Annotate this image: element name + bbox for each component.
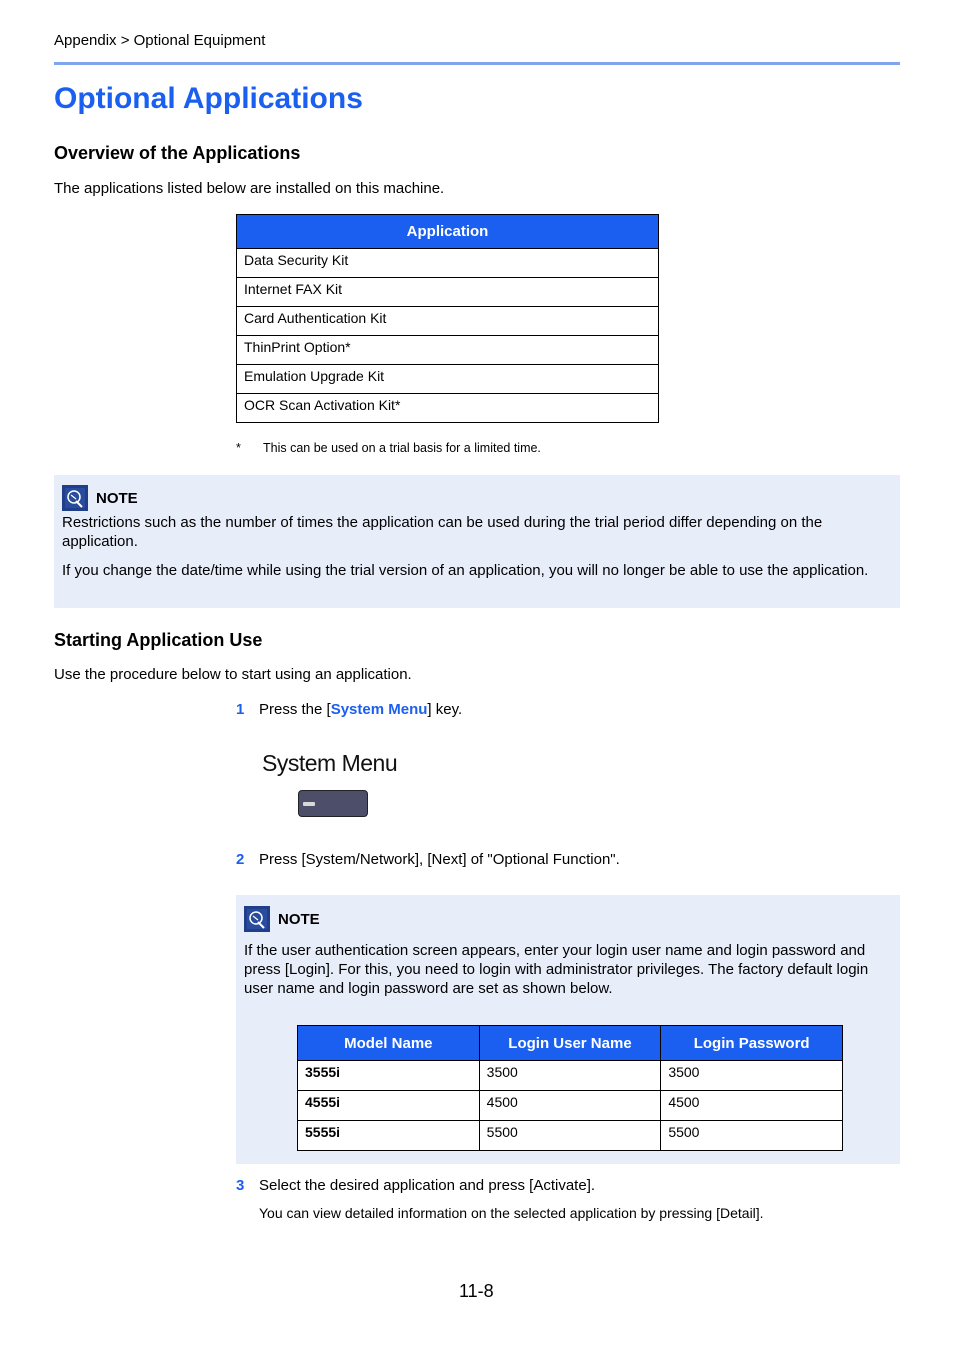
step-text: Press the [ [259,701,331,718]
table-row [298,1121,843,1151]
page-title: Optional Applications [54,82,363,115]
table-row [298,1061,843,1091]
table-cell: Card Authentication Kit [237,307,659,336]
table-cell: 5500 [479,1121,661,1151]
footnote-mark: * [236,441,241,455]
step-3 [236,1176,595,1195]
table-header: Login Password [661,1026,843,1061]
table-header: Login User Name [479,1026,661,1061]
table-row [237,278,659,307]
step-number: 2 [236,851,245,868]
table-row [237,365,659,394]
system-menu-key-label: System Menu [330,701,428,718]
page-number: 11-8 [459,1281,494,1301]
table-row [237,394,659,423]
table-cell: Data Security Kit [237,249,659,278]
step-1 [236,700,462,719]
system-menu-label: System Menu [262,750,398,776]
note-header [62,485,138,511]
note-label: NOTE [278,910,320,928]
step-number: 1 [236,701,245,718]
table-cell: ThinPrint Option* [237,336,659,365]
section-heading-overview: Overview of the Applications [54,143,301,163]
step-2 [236,850,620,869]
table-row [237,249,659,278]
note-label: NOTE [96,489,138,507]
note-header [244,906,320,932]
section-heading-starting: Starting Application Use [54,630,263,650]
footnote [236,441,541,455]
note-text: If you change the date/time while using the trial version of an application, you will no longer be able to use the application. [62,562,869,579]
table-cell: 4555i [298,1091,480,1121]
table-row [237,307,659,336]
overview-intro: The applications listed below are installed on this machine. [54,180,445,197]
note-pen-icon [62,485,88,511]
note-text: If the user authentication screen appears, enter your login user name and login password and press [Login]. For this, you need to login with administrator privileges. The factory default login user name and login password are set as shown below. [244,942,869,997]
table-cell: 3500 [479,1061,661,1091]
table-cell: 5555i [298,1121,480,1151]
table-row [237,336,659,365]
table-row [298,1091,843,1121]
applications-table [236,214,659,423]
table-cell: Internet FAX Kit [237,278,659,307]
table-header: Application [237,215,659,249]
table-cell: 3555i [298,1061,480,1091]
step-3-detail: You can view detailed information on the selected application by pressing [Detail]. [259,1205,764,1221]
table-cell: 4500 [479,1091,661,1121]
footnote-text: This can be used on a trial basis for a limited time. [263,441,541,455]
table-cell: 4500 [661,1091,843,1121]
table-cell: Emulation Upgrade Kit [237,365,659,394]
note-box [54,475,900,608]
header-rule [54,62,900,65]
step-number: 3 [236,1177,245,1194]
system-menu-key-icon [298,790,368,817]
table-cell: 3500 [661,1061,843,1091]
table-cell: 5500 [661,1121,843,1151]
table-cell: OCR Scan Activation Kit* [237,394,659,423]
note-text: Restrictions such as the number of times the application can be used during the trial period differ depending on the application. [62,514,823,550]
step-text: Select the desired application and press [Activate]. [259,1177,596,1194]
table-header: Model Name [298,1026,480,1061]
note-pen-icon [244,906,270,932]
starting-intro: Use the procedure below to start using an application. [54,666,412,683]
step-text: ] key. [427,701,463,718]
step-text: Press [System/Network], [Next] of "Optional Function". [259,851,620,868]
breadcrumb: Appendix > Optional Equipment [54,32,266,49]
login-table [297,1025,843,1151]
